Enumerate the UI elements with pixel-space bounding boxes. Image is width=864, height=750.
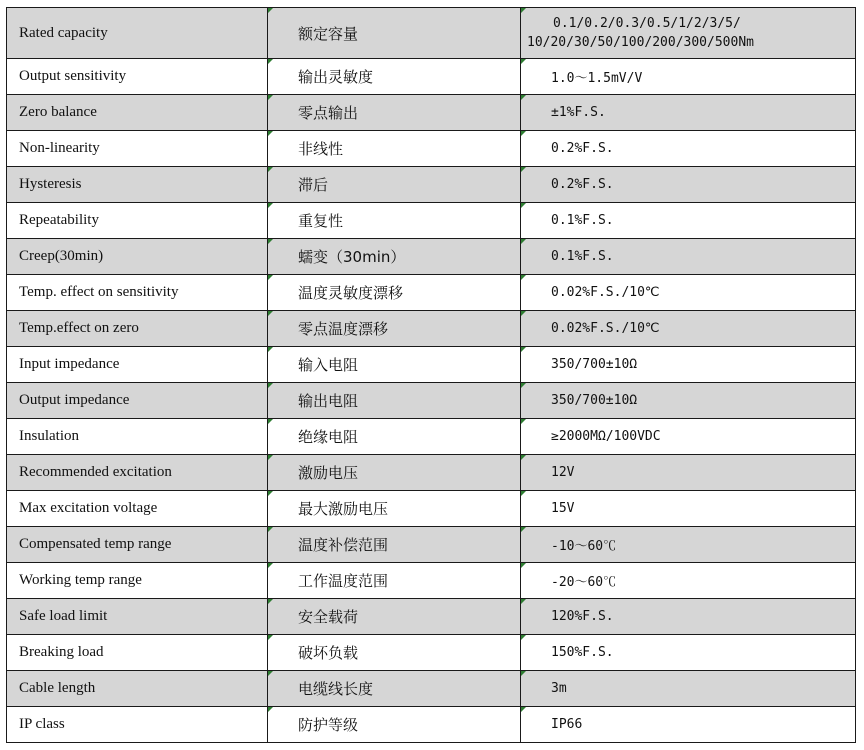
spec-table-body bbox=[7, 8, 856, 743]
parameter-name-en: Output sensitivity bbox=[7, 59, 268, 95]
parameter-name-en: Non-linearity bbox=[7, 131, 268, 167]
parameter-name-cn: 输入电阻 bbox=[268, 347, 521, 383]
parameter-value: 15V bbox=[521, 491, 856, 527]
parameter-name-en: Insulation bbox=[7, 419, 268, 455]
table-row bbox=[7, 563, 856, 599]
parameter-name-en: Rated capacity bbox=[7, 8, 268, 59]
table-row bbox=[7, 455, 856, 491]
parameter-name-en: Cable length bbox=[7, 671, 268, 707]
table-row bbox=[7, 167, 856, 203]
parameter-value: 0.02%F.S./10℃ bbox=[521, 275, 856, 311]
parameter-value-line: 10/20/30/50/100/200/300/500Nm bbox=[527, 35, 754, 50]
parameter-name-en: Safe load limit bbox=[7, 599, 268, 635]
table-row bbox=[7, 131, 856, 167]
parameter-name-cn: 电缆线长度 bbox=[268, 671, 521, 707]
table-row bbox=[7, 275, 856, 311]
table-row bbox=[7, 707, 856, 743]
parameter-value: -20～60℃ bbox=[521, 563, 856, 599]
parameter-value: 12V bbox=[521, 455, 856, 491]
table-row bbox=[7, 239, 856, 275]
parameter-name-cn: 非线性 bbox=[268, 131, 521, 167]
parameter-name-cn: 零点温度漂移 bbox=[268, 311, 521, 347]
parameter-name-cn: 输出灵敏度 bbox=[268, 59, 521, 95]
parameter-value-line: 0.1/0.2/0.3/0.5/1/2/3/5/ bbox=[553, 16, 741, 31]
table-row bbox=[7, 347, 856, 383]
parameter-value: 3m bbox=[521, 671, 856, 707]
table-row bbox=[7, 95, 856, 131]
parameter-name-en: Repeatability bbox=[7, 203, 268, 239]
parameter-name-cn: 温度灵敏度漂移 bbox=[268, 275, 521, 311]
parameter-value: ≥2000MΩ/100VDC bbox=[521, 419, 856, 455]
parameter-name-en: Temp.effect on zero bbox=[7, 311, 268, 347]
parameter-name-en: Temp. effect on sensitivity bbox=[7, 275, 268, 311]
parameter-name-cn: 滞后 bbox=[268, 167, 521, 203]
parameter-value: 120%F.S. bbox=[521, 599, 856, 635]
parameter-value: IP66 bbox=[521, 707, 856, 743]
parameter-value: 1.0～1.5mV/V bbox=[521, 59, 856, 95]
table-row bbox=[7, 383, 856, 419]
parameter-name-cn: 额定容量 bbox=[268, 8, 521, 59]
parameter-name-cn: 激励电压 bbox=[268, 455, 521, 491]
table-row bbox=[7, 8, 856, 59]
table-row bbox=[7, 671, 856, 707]
parameter-name-cn: 绝缘电阻 bbox=[268, 419, 521, 455]
parameter-name-cn: 重复性 bbox=[268, 203, 521, 239]
parameter-name-en: IP class bbox=[7, 707, 268, 743]
parameter-name-cn: 零点输出 bbox=[268, 95, 521, 131]
parameter-value: 350/700±10Ω bbox=[521, 383, 856, 419]
parameter-name-cn: 温度补偿范围 bbox=[268, 527, 521, 563]
parameter-name-cn: 破坏负载 bbox=[268, 635, 521, 671]
parameter-name-en: Zero balance bbox=[7, 95, 268, 131]
parameter-name-en: Working temp range bbox=[7, 563, 268, 599]
table-row bbox=[7, 527, 856, 563]
parameter-name-en: Creep(30min) bbox=[7, 239, 268, 275]
parameter-name-en: Breaking load bbox=[7, 635, 268, 671]
spec-table bbox=[6, 7, 856, 743]
parameter-value: -10～60℃ bbox=[521, 527, 856, 563]
parameter-value: 0.2%F.S. bbox=[521, 167, 856, 203]
parameter-name-en: Output impedance bbox=[7, 383, 268, 419]
parameter-name-cn: 最大激励电压 bbox=[268, 491, 521, 527]
parameter-value bbox=[521, 8, 856, 59]
table-row bbox=[7, 599, 856, 635]
parameter-value: 0.2%F.S. bbox=[521, 131, 856, 167]
parameter-name-en: Max excitation voltage bbox=[7, 491, 268, 527]
parameter-value: 0.02%F.S./10℃ bbox=[521, 311, 856, 347]
parameter-name-en: Input impedance bbox=[7, 347, 268, 383]
parameter-value: 0.1%F.S. bbox=[521, 239, 856, 275]
parameter-name-cn: 输出电阻 bbox=[268, 383, 521, 419]
parameter-name-cn: 工作温度范围 bbox=[268, 563, 521, 599]
parameter-value: ±1%F.S. bbox=[521, 95, 856, 131]
parameter-name-cn: 防护等级 bbox=[268, 707, 521, 743]
parameter-value: 150%F.S. bbox=[521, 635, 856, 671]
table-row bbox=[7, 311, 856, 347]
table-row bbox=[7, 635, 856, 671]
parameter-name-en: Hysteresis bbox=[7, 167, 268, 203]
table-row bbox=[7, 491, 856, 527]
table-row bbox=[7, 59, 856, 95]
parameter-name-en: Compensated temp range bbox=[7, 527, 268, 563]
table-row bbox=[7, 419, 856, 455]
parameter-name-en: Recommended excitation bbox=[7, 455, 268, 491]
parameter-value: 0.1%F.S. bbox=[521, 203, 856, 239]
parameter-value: 350/700±10Ω bbox=[521, 347, 856, 383]
table-row bbox=[7, 203, 856, 239]
parameter-name-cn: 蠕变（30min） bbox=[268, 239, 521, 275]
parameter-name-cn: 安全载荷 bbox=[268, 599, 521, 635]
